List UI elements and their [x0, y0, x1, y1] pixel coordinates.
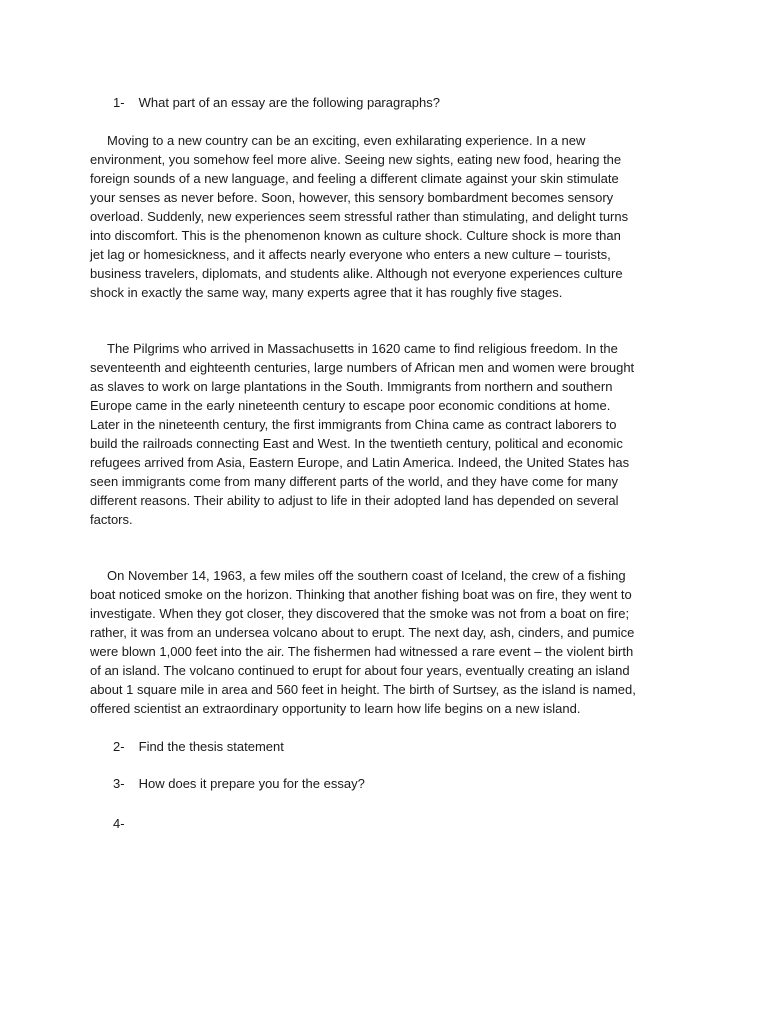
paragraph-line: into discomfort. This is the phenomenon known as culture shock. Culture shock is more than [90, 228, 621, 243]
paragraph-line: different reasons. Their ability to adjust to life in their adopted land has depended on several [90, 493, 619, 508]
paragraph-line: offered scientist an extraordinary opportunity to learn how life begins on a new island. [90, 701, 581, 716]
question-3 [113, 774, 365, 793]
question-1-number: 1- [113, 95, 125, 110]
paragraph-line: On November 14, 1963, a few miles off the southern coast of Iceland, the crew of a fishing [107, 568, 626, 583]
question-4-number: 4- [113, 816, 125, 831]
question-2-number: 2- [113, 739, 125, 754]
paragraph-line: overload. Suddenly, new experiences seem stressful rather than stimulating, and delight turns [90, 209, 629, 224]
question-3-text: How does it prepare you for the essay? [138, 776, 365, 791]
paragraph-line: seen immigrants come from many different parts of the world, and they have come for many [90, 474, 618, 489]
paragraph-line: business travelers, diplomats, and students alike. Although not everyone experiences culture [90, 266, 623, 281]
paragraph-line: seventeenth and eighteenth centuries, large numbers of African men and women were brought [90, 360, 635, 375]
question-3-number: 3- [113, 776, 125, 791]
paragraph-line: of an island. The volcano continued to erupt for about four years, eventually creating an island [90, 663, 630, 678]
paragraph-line: build the railroads connecting East and West. In the twentieth century, political and economic [90, 436, 623, 451]
question-1-text: What part of an essay are the following paragraphs? [138, 95, 440, 110]
paragraph-culture-shock [90, 131, 680, 302]
paragraph-line: as slaves to work on large plantations in the South. Immigrants from northern and southern [90, 379, 613, 394]
paragraph-line: jet lag or homesickness, and it affects nearly everyone who enters a new culture – tourists, [90, 247, 611, 262]
paragraph-line: The Pilgrims who arrived in Massachusetts in 1620 came to find religious freedom. In the [107, 341, 618, 356]
paragraph-line: Later in the nineteenth century, the first immigrants from China came as contract laborers to [90, 417, 617, 432]
paragraph-line: Moving to a new country can be an exciting, even exhilarating experience. In a new [107, 133, 586, 148]
paragraph-line: environment, you somehow feel more alive. Seeing new sights, eating new food, hearing the [90, 152, 622, 167]
paragraph-line: shock in exactly the same way, many experts agree that it has roughly five stages. [90, 285, 563, 300]
question-2-text: Find the thesis statement [138, 739, 284, 754]
paragraph-line: boat noticed smoke on the horizon. Thinking that another fishing boat was on fire, they went to [90, 587, 632, 602]
question-4 [113, 814, 135, 833]
paragraph-line: foreign sounds of a new language, and feeling a different climate against your skin stimulate [90, 171, 619, 186]
paragraph-line: refugees arrived from Asia, Eastern Europe, and Latin America. Indeed, the United States has [90, 455, 630, 470]
paragraph-line: Europe came in the early nineteenth century to escape poor economic conditions at home. [90, 398, 611, 413]
question-2 [113, 737, 284, 756]
paragraph-line: investigate. When they got closer, they discovered that the smoke was not from a boat on fire; [90, 606, 630, 621]
paragraph-line: about 1 square mile in area and 560 feet in height. The birth of Surtsey, as the island is named, [90, 682, 636, 697]
question-1 [113, 93, 440, 112]
paragraph-line: rather, it was from an undersea volcano about to erupt. The next day, ash, cinders, and pumice [90, 625, 635, 640]
paragraph-line: your senses as never before. Soon, however, this sensory bombardment becomes sensory [90, 190, 614, 205]
paragraph-immigration [90, 339, 680, 529]
paragraph-line: were blown 1,000 feet into the air. The fishermen had witnessed a rare event – the violent birth [90, 644, 634, 659]
paragraph-surtsey [90, 566, 680, 718]
paragraph-line: factors. [90, 512, 133, 527]
